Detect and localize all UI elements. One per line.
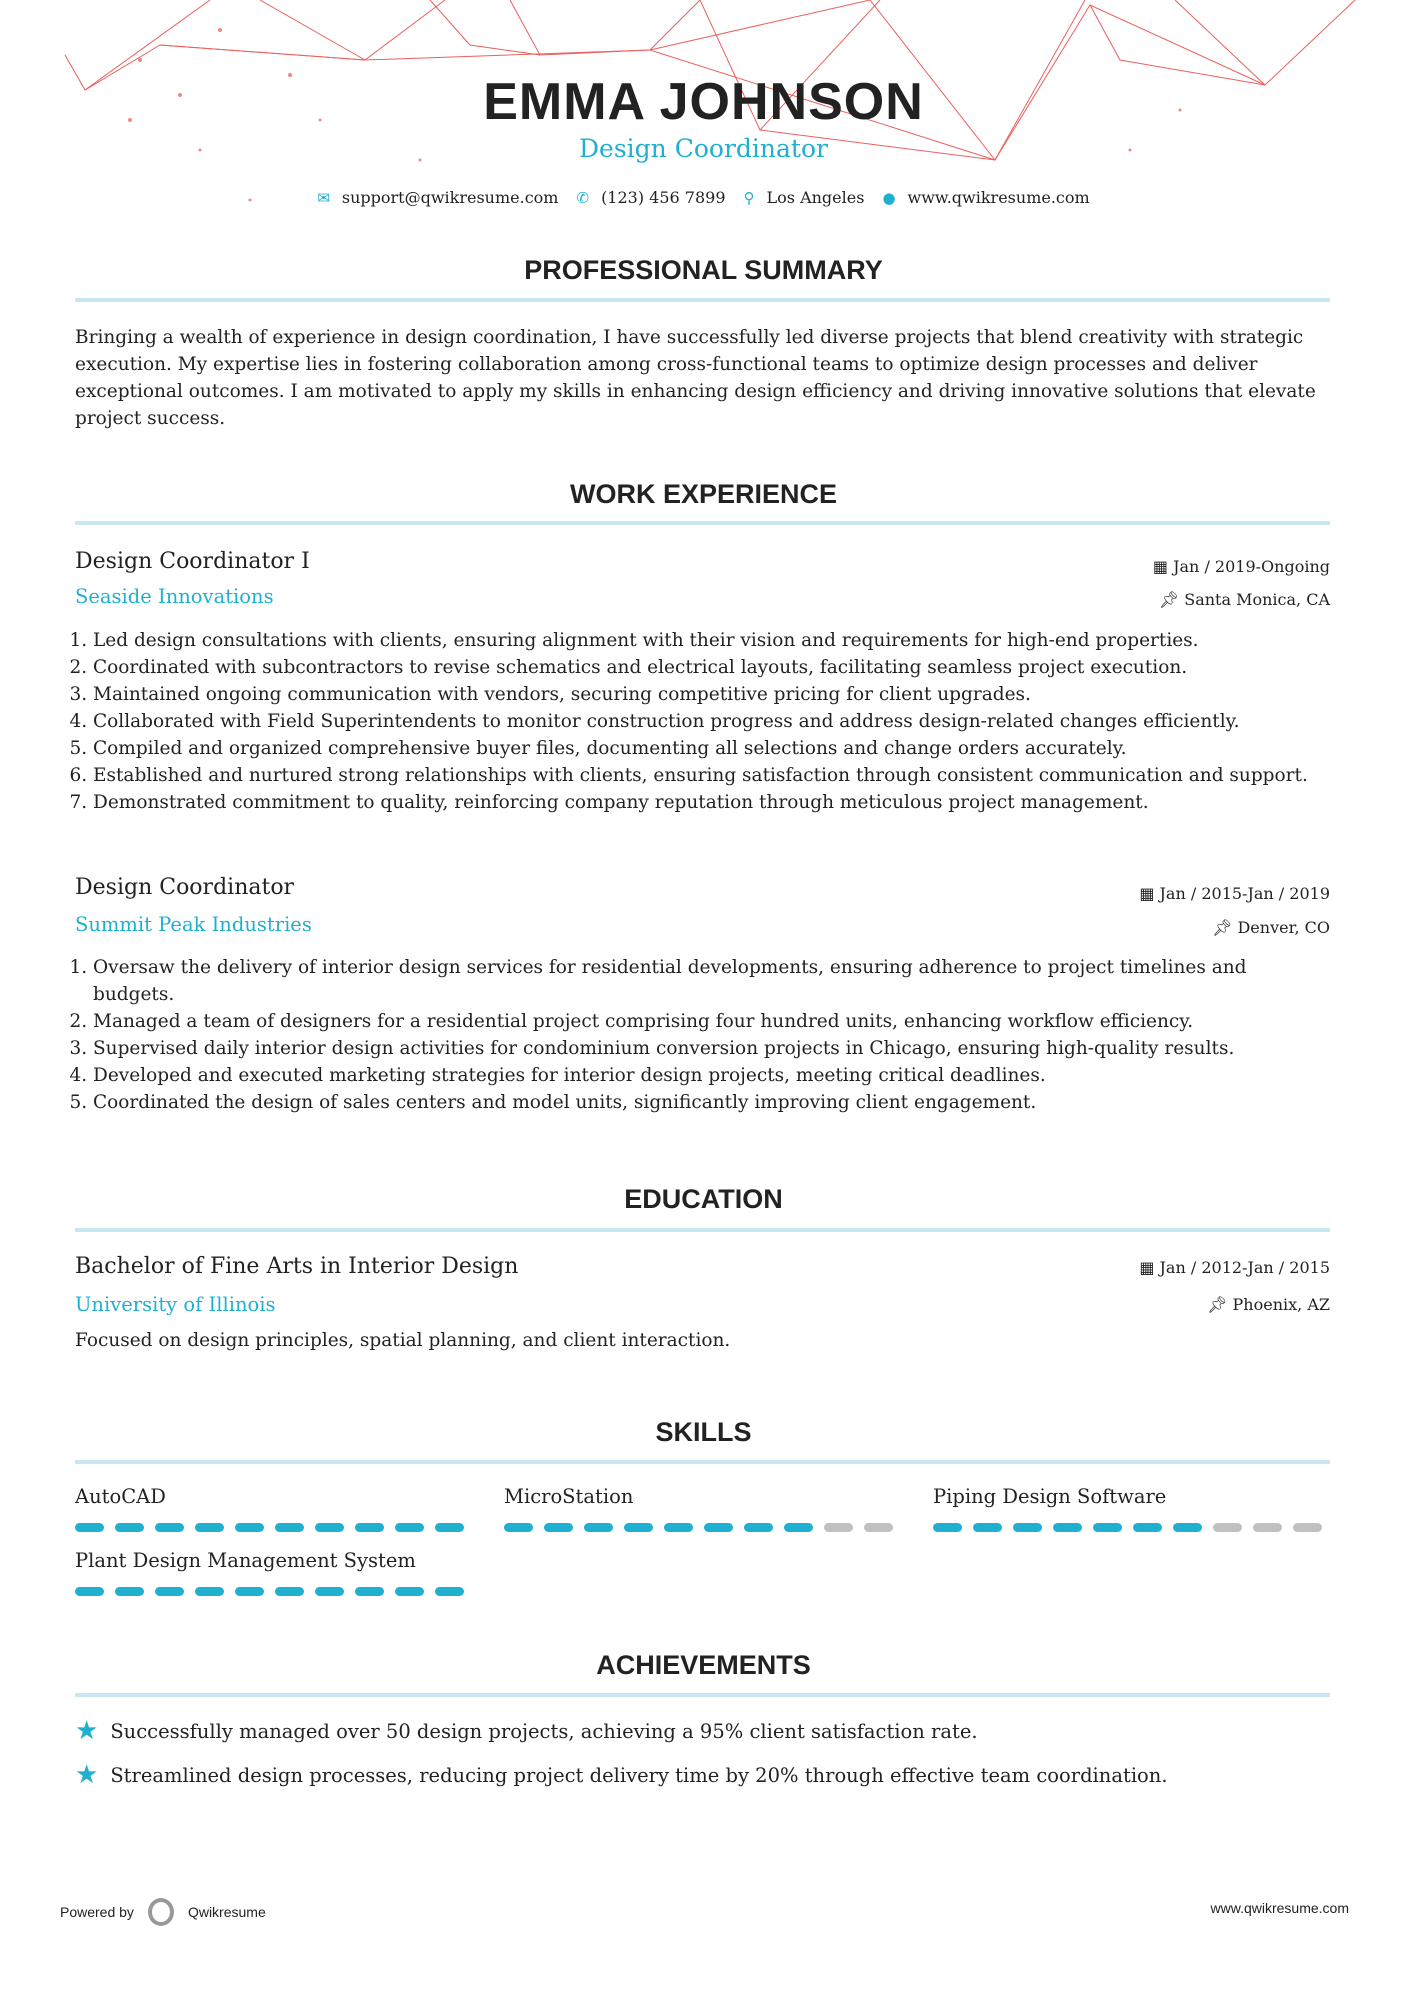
skill-level-segment — [355, 1523, 384, 1532]
skill-level-segment — [195, 1523, 224, 1532]
skill-level-segment — [355, 1587, 384, 1596]
education-description: Focused on design principles, spatial planning, and client interaction. — [75, 1330, 731, 1351]
list-item: 2. Coordinated with subcontractors to revise schematics and electrical layouts, facilitating seamless project execution. — [93, 654, 1330, 681]
skill-level-bar — [504, 1523, 893, 1532]
location: Los Angeles — [766, 188, 865, 207]
skill-level-segment — [235, 1523, 264, 1532]
list-item: 3. Supervised daily interior design activities for condominium conversion projects in Chicago, ensuring high-quality results. — [93, 1035, 1330, 1062]
divider — [75, 1228, 1330, 1232]
candidate-name: EMMA JOHNSON — [483, 73, 924, 131]
job-bullets — [75, 954, 1330, 1116]
skill-level-segment — [155, 1523, 184, 1532]
skill-level-segment — [1053, 1523, 1082, 1532]
skill-level-segment — [275, 1523, 304, 1532]
divider — [75, 1460, 1330, 1464]
skill-name: AutoCAD — [75, 1485, 166, 1508]
skill-level-segment — [195, 1587, 224, 1596]
skill-name: Plant Design Management System — [75, 1549, 416, 1572]
section-heading-education: EDUCATION — [624, 1184, 783, 1214]
divider — [75, 1693, 1330, 1697]
job-location: 📌︎ Denver, CO — [1212, 918, 1330, 937]
skill-level-segment — [1093, 1523, 1122, 1532]
website[interactable]: www.qwikresume.com — [907, 188, 1090, 207]
email[interactable]: support@qwikresume.com — [341, 188, 559, 207]
skill-level-bar — [933, 1523, 1322, 1532]
calendar-icon: ▦ — [1152, 557, 1174, 576]
skill-level-segment — [315, 1587, 344, 1596]
skill-level-segment — [824, 1523, 853, 1532]
skill-level-segment — [744, 1523, 773, 1532]
company-name: Seaside Innovations — [75, 585, 274, 608]
job-location: 📌︎ Santa Monica, CA — [1158, 590, 1330, 609]
star-icon: ★ — [75, 1716, 99, 1746]
skill-level-segment — [544, 1523, 573, 1532]
skill-level-segment — [504, 1523, 533, 1532]
list-item: 5. Compiled and organized comprehensive buyer files, documenting all selections and change orders accurately. — [93, 735, 1330, 762]
list-item: 2. Managed a team of designers for a residential project comprising four hundred units, enhancing workflow efficiency. — [93, 1008, 1330, 1035]
achievement-item: ★ Successfully managed over 50 design projects, achieving a 95% client satisfaction rate. — [75, 1716, 978, 1746]
job-dates: ▦ Jan / 2015-Jan / 2019 — [1139, 884, 1330, 903]
skill-level-segment — [435, 1523, 464, 1532]
qwikresume-logo-icon — [148, 1898, 174, 1926]
skill-level-segment — [624, 1523, 653, 1532]
envelope-icon: ✉ — [317, 188, 330, 207]
list-item: 1. Led design consultations with clients, ensuring alignment with their vision and requirements for high-end properties. — [93, 627, 1330, 654]
phone-icon: ✆ — [576, 188, 590, 207]
skill-level-segment — [395, 1587, 424, 1596]
skill-level-segment — [115, 1523, 144, 1532]
section-heading-achievements: ACHIEVEMENTS — [596, 1650, 811, 1680]
pin-icon: 📌︎ — [1158, 590, 1185, 609]
job-title: Design Coordinator — [579, 134, 828, 163]
company-name: Summit Peak Industries — [75, 913, 312, 936]
skill-level-segment — [973, 1523, 1002, 1532]
list-item: 4. Collaborated with Field Superintendents to monitor construction progress and address design-related changes efficiently. — [93, 708, 1330, 735]
skill-level-bar — [75, 1587, 464, 1596]
pin-icon: 📌︎ — [1212, 918, 1238, 937]
skill-level-segment — [784, 1523, 813, 1532]
school-name: University of Illinois — [75, 1293, 276, 1316]
skill-level-segment — [1013, 1523, 1042, 1532]
skill-level-segment — [1213, 1523, 1242, 1532]
skill-level-segment — [1133, 1523, 1162, 1532]
degree: Bachelor of Fine Arts in Interior Design — [75, 1254, 519, 1279]
skill-level-segment — [1173, 1523, 1202, 1532]
skill-level-segment — [275, 1587, 304, 1596]
skill-level-segment — [1253, 1523, 1282, 1532]
calendar-icon: ▦ — [1139, 1258, 1160, 1277]
star-icon: ★ — [75, 1760, 99, 1790]
phone[interactable]: (123) 456 7899 — [601, 188, 726, 207]
footer-powered-by — [60, 1898, 266, 1926]
list-item: 4. Developed and executed marketing strategies for interior design projects, meeting critical deadlines. — [93, 1062, 1330, 1089]
qwikresume-link[interactable]: Qwikresume — [187, 1904, 266, 1920]
skill-level-segment — [155, 1587, 184, 1596]
job-dates: ▦ Jan / 2019-Ongoing — [1152, 557, 1330, 576]
section-heading-summary: PROFESSIONAL SUMMARY — [524, 255, 883, 285]
skill-level-segment — [584, 1523, 613, 1532]
skill-level-segment — [864, 1523, 893, 1532]
summary-text: Bringing a wealth of experience in design coordination, I have successfully led diverse projects that blend creativity with strategic execution. My expertise lies in fostering collaboration among cross-functional teams to optimize design processes and deliver exceptional outcomes. I am motivated to apply my skills in enhancing design efficiency and driving innovative solutions that elevate project success. — [75, 327, 1316, 429]
job-bullets — [75, 627, 1330, 816]
skill-level-segment — [664, 1523, 693, 1532]
divider — [75, 298, 1330, 302]
achievement-item: ★ Streamlined design processes, reducing project delivery time by 20% through effective team coordination. — [75, 1760, 1168, 1790]
map-pin-icon: ⚲ — [743, 188, 755, 207]
skill-level-segment — [704, 1523, 733, 1532]
section-heading-experience: WORK EXPERIENCE — [569, 479, 838, 509]
skill-level-segment — [395, 1523, 424, 1532]
skill-level-segment — [933, 1523, 962, 1532]
calendar-icon: ▦ — [1139, 884, 1160, 903]
skill-level-bar — [75, 1523, 464, 1532]
skill-level-segment — [115, 1587, 144, 1596]
skill-name: Piping Design Software — [933, 1485, 1167, 1508]
section-heading-skills: SKILLS — [655, 1417, 752, 1447]
skill-level-segment — [235, 1587, 264, 1596]
divider — [75, 521, 1330, 525]
skill-level-segment — [75, 1587, 104, 1596]
skill-level-segment — [75, 1523, 104, 1532]
skill-level-segment — [1293, 1523, 1322, 1532]
skill-level-segment — [435, 1587, 464, 1596]
powered-by-label: Powered by — [60, 1904, 134, 1920]
globe-icon: ● — [882, 188, 896, 207]
job-title: Design Coordinator I — [75, 549, 310, 574]
skill-name: MicroStation — [504, 1485, 634, 1508]
list-item: 5. Coordinated the design of sales centers and model units, significantly improving client engagement. — [93, 1089, 1330, 1116]
job-title: Design Coordinator — [75, 875, 295, 900]
list-item: 6. Established and nurtured strong relationships with clients, ensuring satisfaction through consistent communication and support. — [93, 762, 1330, 789]
education-dates: ▦ Jan / 2012-Jan / 2015 — [1139, 1258, 1330, 1277]
skill-level-segment — [315, 1523, 344, 1532]
contact-bar — [0, 188, 1407, 207]
pin-icon: 📌︎ — [1207, 1295, 1233, 1314]
footer-url[interactable]: www.qwikresume.com — [1210, 1900, 1349, 1916]
list-item: 3. Maintained ongoing communication with vendors, securing competitive pricing for client upgrades. — [93, 681, 1330, 708]
education-location: 📌︎ Phoenix, AZ — [1207, 1295, 1330, 1314]
list-item: 1. Oversaw the delivery of interior design services for residential developments, ensuring adherence to project timelines and budgets. — [93, 954, 1330, 1008]
list-item: 7. Demonstrated commitment to quality, reinforcing company reputation through meticulous project management. — [93, 789, 1330, 816]
